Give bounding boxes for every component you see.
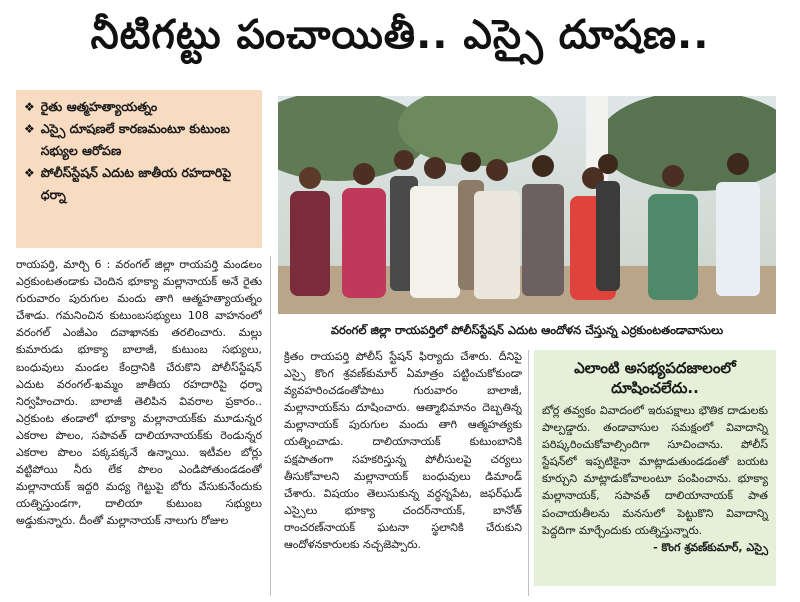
bullet-icon: ❖ bbox=[24, 122, 35, 136]
news-photo bbox=[278, 96, 776, 314]
bullet-icon: ❖ bbox=[24, 100, 35, 114]
bullet-icon: ❖ bbox=[24, 166, 35, 180]
column-divider bbox=[270, 256, 271, 596]
quote-sidebar bbox=[534, 350, 776, 586]
highlight-item bbox=[24, 162, 254, 206]
highlight-text: ఎస్సై దూషణలే కారణమంటూ కుటుంబ సభ్యుల ఆరోపణ bbox=[40, 121, 230, 158]
photo-caption: వరంగల్ జిల్లా రాయపర్తిలో పోలీస్‌స్టేషన్ ఎదుట ఆందోళన చేస్తున్న ఎర్రకుంటతండావాసులు bbox=[330, 323, 724, 337]
article-column-1: రాయపర్తి, మార్చి 6 : వరంగల్ జిల్లా రాయపర్తి మండలం ఎర్రకుంటతండాకు చెందిన భూక్యా మల్లానాయక్ అనే రైతు గురువారం పురుగుల మందు తాగి ఆత్మహత్యాయత్నం చేశాడు. గమనించిన కుటుంబసభ్యులు 108 వాహనంలో వరంగల్ ఎంజీఎం దవాఖానకు తరలించారు. మల్లు కుమారుడు భూక్యా బాలాజీ, కుటుంబ సభ్యులు, బంధువులు మండల కేంద్రానికి చేరుకొని పోలీస్‌స్టేషన్ ఎదుట వరంగల్-ఖమ్మం జాతీయ రహదారిపై ధర్నా నిర్వహించారు. బాలాజీ తెలిపిన వివరాల ప్రకారం.. ఎర్రకుంట తండాలో భూక్యా మల్లానాయక్‌కు మూడున్నర ఎకరాల పొలం, సపావత్ దాలియానాయక్‌కు రెండున్నర ఎకరాల పొలం పక్కపక్కనే ఉన్నాయి. ఇటీవల బోర్లు వట్టిపోయి నీరు లేక పొలం ఎండిపోతుండడంతో మల్లానాయక్ ఇద్దరి మధ్య గెట్టుపై బోరు వేసుకునేందుకు యత్నిస్తుండగా, దాలియా కుటుంబ సభ్యులు అడ్డుకున్నారు. దీంతో మల్లానాయక్ నాలుగు రోజుల bbox=[16, 258, 262, 528]
sidebar-body: బోర్ల తవ్వకం వివాదంలో ఇరుపక్షాలు భౌతిక దాడులకు పాల్పడ్డారు. తండావాసుల సమక్షంలో వివాదాన్ని పరిష్కరించుకోవాల్సిందిగా సూచించాను. పోలీస్ స్టేషన్‌లో ఇప్పటికైనా మాట్లాడుతుండడంతో బయట కూర్చుని మాట్లాడుకోవాలంటూ పంపించాను. భూక్యా మల్లానాయక్, సపావత్ దాలియానాయక్ పాత పంచాయతీలను మనసులో పెట్టుకొని వివాదాన్ని పెద్దదిగా మార్చేందుకు యత్నిస్తున్నారు. bbox=[542, 404, 768, 537]
column-divider bbox=[528, 350, 529, 596]
highlight-text: పోలీస్‌స్టేషన్ ఎదుట జాతీయ రహదారిపై ధర్నా bbox=[40, 165, 232, 202]
highlight-item bbox=[24, 96, 254, 118]
article-column-2: క్రితం రాయపర్తి పోలీస్ స్టేషన్ ఫిర్యాదు చేశారు. దీనిపై ఎస్సై కొంగ శ్రవణ్‌కుమార్ ఏమాత్రం పట్టించుకోకుండా వ్యవహరించడంతోపాటు గురువారం బాలాజీ, మల్లానాయక్‌ను దూషించారు. ఆత్మాభిమానం దెబ్బతిన్న మల్లానాయక్ పురుగుల మందు తాగి ఆత్మహత్యకు యత్నించాడు. దాలియానాయక్ కుటుంబానికి పక్షపాతంగా సహకరిస్తున్న పోలీసులపై చర్యలు తీసుకోవాలని మల్లానాయక్ బంధువులు డిమాండ్ చేశారు. విషయం తెలుసుకున్న వర్ధన్నపేట, జఫర్‌ఘడ్ ఎస్సైలు భూక్యా చందర్‌నాయక్, బానోత్ రాంచరణ్‌నాయక్ ఘటనా స్థలానికి చేరుకుని ఆందోళనకారులకు నచ్చజెప్పారు. bbox=[284, 350, 522, 552]
headline: నీటిగట్టు పంచాయితీ.. ఎస్సై దూషణ.. bbox=[90, 12, 710, 58]
sidebar-title: ఎలాంటి అసభ్యపదజాలంలో దూషించలేదు.. bbox=[574, 359, 736, 397]
sidebar-signature: - కొంగ శ్రవణ్‌కుమార్, ఎస్సై bbox=[653, 540, 768, 554]
highlight-text: రైతు ఆత్మహత్యాయత్నం bbox=[40, 99, 158, 114]
highlight-item bbox=[24, 118, 254, 162]
highlights-box bbox=[16, 90, 262, 248]
